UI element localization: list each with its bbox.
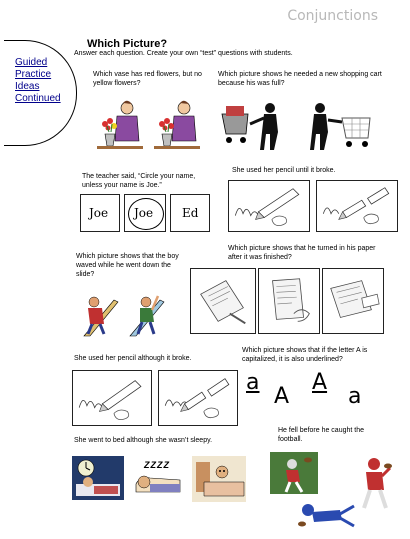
- nav-link-guided[interactable]: Guided: [15, 57, 48, 68]
- pencil-icon: [159, 371, 237, 425]
- pencil-picture-3[interactable]: [72, 370, 152, 426]
- pencil-icon: [317, 181, 397, 231]
- name-card-3[interactable]: [170, 194, 210, 232]
- vase-picture-2[interactable]: [150, 96, 205, 156]
- name-card-1[interactable]: [80, 194, 120, 232]
- question-pencil-although: She used her pencil although it broke.: [74, 355, 192, 362]
- bed-picture-2[interactable]: [130, 458, 184, 502]
- page-header: Conjunctions: [287, 8, 378, 24]
- nav-link-ideas[interactable]: Ideas: [15, 81, 40, 92]
- paper-picture-2[interactable]: [258, 268, 320, 334]
- woman-vase-icon: [150, 96, 205, 156]
- bed-picture-3[interactable]: [192, 456, 246, 502]
- letter-option-1[interactable]: a: [246, 370, 260, 395]
- question-vase: Which vase has red flowers, but no yellow flowers?: [93, 71, 202, 87]
- paper-picture-3[interactable]: [322, 268, 384, 334]
- question-circle-name: The teacher said, “Circle your name, unless your name is Joe.”: [82, 173, 196, 189]
- football-picture-1[interactable]: [270, 452, 318, 494]
- letter-option-4[interactable]: a: [348, 384, 362, 409]
- question-slide: Which picture shows that the boy waved while he went down the slide?: [76, 253, 179, 278]
- letter-option-3[interactable]: A: [312, 370, 328, 395]
- name-text: Joe: [134, 206, 154, 220]
- question-bed: She went to bed although she wasn’t sleepy.: [74, 437, 213, 444]
- question-cart: Which picture shows he needed a new shopping cart because his was full?: [218, 71, 382, 87]
- name-text: Ed: [182, 206, 199, 220]
- paper-icon: [323, 269, 383, 333]
- football-picture-3[interactable]: [352, 456, 394, 512]
- boy-slide-icon: [126, 288, 168, 338]
- cart-picture-1[interactable]: [218, 100, 298, 152]
- question-pencil-until: She used her pencil until it broke.: [232, 167, 336, 174]
- paper-icon: [191, 269, 255, 333]
- shopping-cart-icon: [300, 100, 380, 152]
- football-player-icon: [296, 496, 358, 530]
- awake-in-bed-icon: [192, 456, 246, 502]
- slide-picture-2[interactable]: [126, 288, 168, 338]
- section-title: Which Picture?: [87, 38, 168, 50]
- pencil-icon: [73, 371, 151, 425]
- question-football: He fell before he caught the football.: [278, 427, 365, 443]
- nav-links[interactable]: [15, 57, 61, 105]
- vase-picture-1[interactable]: [93, 96, 148, 156]
- name-text: Joe: [89, 206, 109, 220]
- woman-vase-icon: [93, 96, 148, 156]
- slide-picture-1[interactable]: [78, 290, 120, 338]
- pencil-picture-2[interactable]: [316, 180, 398, 232]
- football-player-icon: [270, 452, 318, 494]
- nav-link-practice[interactable]: Practice: [15, 69, 52, 80]
- paper-icon: [259, 269, 319, 333]
- nav-link-continued[interactable]: Continued: [15, 93, 61, 104]
- letter-option-2[interactable]: A: [274, 384, 290, 409]
- football-player-icon: [352, 456, 394, 512]
- bed-picture-1[interactable]: [72, 456, 124, 500]
- football-picture-2[interactable]: [296, 496, 358, 530]
- question-paper: Which picture shows that he turned in his paper after it was finished?: [228, 245, 376, 261]
- pencil-picture-4[interactable]: [158, 370, 238, 426]
- clock-icon: [72, 456, 124, 500]
- name-card-2[interactable]: [124, 194, 166, 232]
- shopping-cart-icon: [218, 100, 298, 152]
- pencil-icon: [229, 181, 309, 231]
- paper-picture-1[interactable]: [190, 268, 256, 334]
- pencil-picture-1[interactable]: [228, 180, 310, 232]
- snore-text: ZZZZ: [144, 460, 170, 470]
- cart-picture-2[interactable]: [300, 100, 380, 152]
- section-subtitle: Answer each question. Create your own “test” questions with students.: [74, 50, 293, 57]
- boy-slide-icon: [78, 290, 120, 338]
- question-letter-a: Which picture shows that if the letter A is capitalized, it is also underlined?: [242, 347, 368, 363]
